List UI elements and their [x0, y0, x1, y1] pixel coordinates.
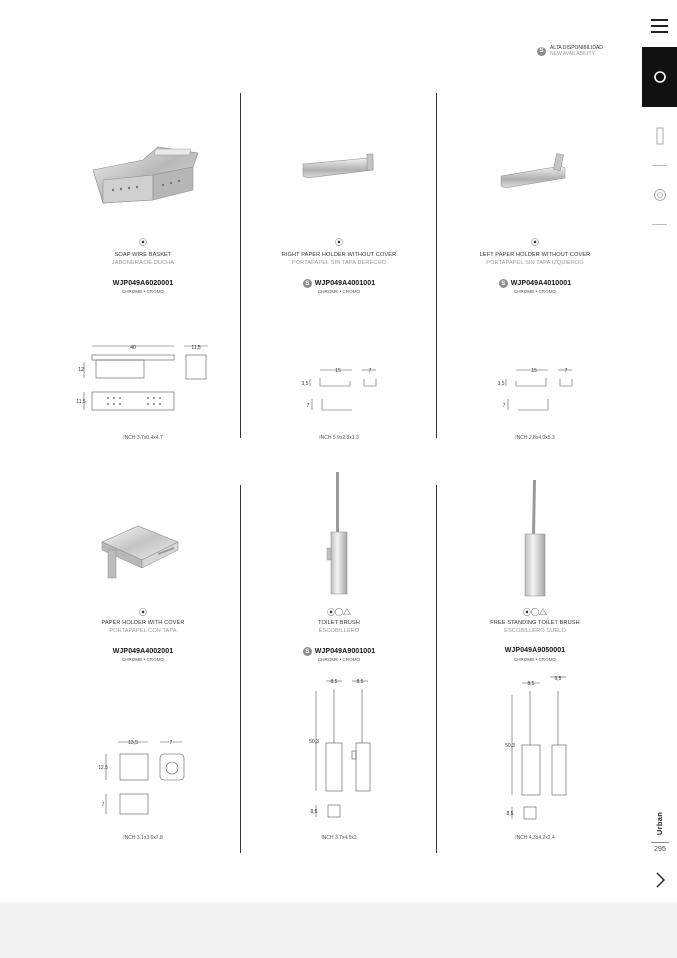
product-finish: CHROME • CROMO [513, 657, 557, 662]
sidebar-item-rectangular[interactable] [642, 107, 677, 165]
dim-height-2: 8,5 [310, 809, 318, 815]
dim-height-2: 7 [306, 403, 310, 409]
technical-drawing [498, 365, 578, 415]
product-finish: CHROME • CROMO [317, 289, 361, 294]
product-finish: CHROME • CROMO [121, 657, 165, 662]
dim-height-1: 50,3 [505, 743, 515, 749]
availability-badge: S [537, 47, 546, 56]
product-name-es: PORTAPAPEL SIN TAPA DERECHO [291, 260, 387, 266]
product-name-es: ESCOBILLERO [318, 628, 360, 634]
technical-drawing [302, 365, 382, 415]
product-symbols: ⦿ [139, 238, 147, 247]
hamburger-line [651, 31, 668, 33]
dim-height-2: 7 [502, 403, 506, 409]
column-divider [240, 485, 241, 853]
product-image [319, 470, 359, 600]
dim-height-2: 11,5 [76, 399, 86, 405]
product-symbols: ⦿ [531, 238, 539, 247]
dim-width: 8,5 [527, 681, 535, 687]
product-cell-free-standing-brush[interactable] [440, 470, 630, 850]
product-code[interactable]: WJP049A4001001 [314, 280, 376, 287]
dim-height-1: 3,5 [301, 381, 309, 387]
dim-depth: 7 [169, 740, 173, 746]
technical-drawing [306, 675, 386, 825]
product-name-es: ESCOBILLERO SUELO [504, 628, 566, 634]
dim-width: 40 [130, 345, 136, 351]
product-name-en: RIGHT PAPER HOLDER WITHOUT COVER [281, 252, 397, 258]
product-name-es: JABONERA DE DUCHA [111, 260, 175, 266]
product-code[interactable]: WJP049A4002001 [112, 648, 174, 655]
dim-width: 8,5 [330, 679, 338, 685]
page-number: 295 [654, 846, 666, 853]
dim-width: 13,5 [128, 740, 138, 746]
product-name-es: PORTAPAPEL CON TAPA [109, 628, 177, 634]
product-cell-soap-basket[interactable] [48, 120, 238, 450]
product-finish: CHROME • CROMO [317, 657, 361, 662]
footer-band [0, 902, 677, 958]
column-divider [240, 93, 241, 438]
page-number-divider [651, 842, 669, 843]
product-image [515, 478, 555, 600]
product-symbols: ⦿ [139, 608, 147, 617]
dim-depth: 7 [564, 368, 568, 374]
product-finish: CHROME • CROMO [513, 289, 557, 294]
product-cell-right-paper-holder[interactable] [244, 120, 434, 450]
dim-depth: 8,5 [356, 679, 364, 685]
product-cell-toilet-brush[interactable] [244, 470, 434, 850]
round-ring-icon [653, 70, 667, 84]
column-divider [436, 485, 437, 853]
product-cell-paper-holder-cover[interactable] [48, 490, 238, 850]
product-name-es: PORTAPAPEL SIN TAPA IZQUIERDO [486, 260, 584, 266]
dim-height-2: 7 [101, 802, 105, 808]
circular-accessory-icon [652, 187, 668, 203]
sidebar-divider [652, 224, 667, 225]
product-image [83, 135, 203, 225]
product-dimensions: INCH 2.8x4.0x5.3 [515, 435, 555, 441]
product-symbols: ⦿◯△ [523, 608, 547, 617]
dim-width: 15 [335, 368, 341, 374]
dim-height-1: 12,5 [98, 765, 108, 771]
product-code[interactable]: WJP049A9001001 [314, 648, 376, 655]
product-name-en: FREE STANDING TOILET BRUSH [490, 620, 580, 626]
availability-legend [537, 45, 603, 57]
product-name-en: LEFT PAPER HOLDER WITHOUT COVER [479, 252, 591, 258]
sidebar-item-circular[interactable] [642, 166, 677, 224]
product-code[interactable]: WJP049A4010001 [510, 280, 572, 287]
product-image [98, 520, 188, 585]
product-dimensions: INCH 3.7x0.4x4.7 [123, 435, 163, 441]
availability-line-1: ALTA DISPONIBILIDAD [550, 45, 603, 51]
product-code[interactable]: WJP049A6020001 [112, 280, 174, 287]
collection-name: Urban [655, 811, 665, 835]
product-dimensions: INCH 5.9x2.8x1.3 [319, 435, 359, 441]
product-code[interactable]: WJP049A9050001 [504, 647, 566, 654]
sidebar-item-round[interactable] [642, 47, 677, 107]
next-page-button[interactable] [648, 868, 672, 892]
product-name-en: SOAP WIRE BASKET [114, 252, 172, 258]
dim-height-2: 8,5 [506, 811, 514, 817]
sidebar [642, 0, 677, 902]
dim-depth: 7 [368, 368, 372, 374]
product-image [299, 150, 379, 190]
availability-line-2: NEW AVAILABILITY [550, 51, 595, 57]
dim-height-1: 12 [78, 367, 84, 373]
dim-height-1: 3,5 [497, 381, 505, 387]
technical-drawing [78, 340, 213, 420]
chevron-right-icon [654, 871, 666, 889]
product-image [495, 150, 575, 195]
product-dimensions: INCH 4.3x4.2x2.4 [515, 835, 555, 841]
dim-depth: 11,5 [191, 345, 201, 351]
product-finish: CHROME • CROMO [121, 289, 165, 294]
product-dimensions: INCH 3.1x3.6x7.8 [123, 835, 163, 841]
column-divider [436, 93, 437, 438]
hamburger-line [651, 19, 668, 21]
product-dimensions: INCH 3.7x4.5x2 [321, 835, 357, 841]
dim-width: 15 [531, 368, 537, 374]
product-cell-left-paper-holder[interactable] [440, 120, 630, 450]
product-name-en: PAPER HOLDER WITH COVER [101, 620, 185, 626]
hamburger-line [651, 25, 668, 27]
availability-badge: S [303, 279, 312, 288]
product-name-en: TOILET BRUSH [318, 620, 360, 626]
rectangular-accessory-icon [655, 127, 665, 145]
product-symbols: ⦿ [335, 238, 343, 247]
dim-depth: 9,5 [554, 676, 562, 682]
dim-height-1: 50,3 [309, 739, 319, 745]
availability-badge: S [499, 279, 508, 288]
product-symbols: ⦿◯△ [327, 608, 351, 617]
technical-drawing [98, 736, 198, 821]
technical-drawing [502, 675, 582, 825]
collection-label [651, 810, 669, 836]
availability-badge: S [303, 647, 312, 656]
menu-button[interactable] [642, 8, 677, 44]
